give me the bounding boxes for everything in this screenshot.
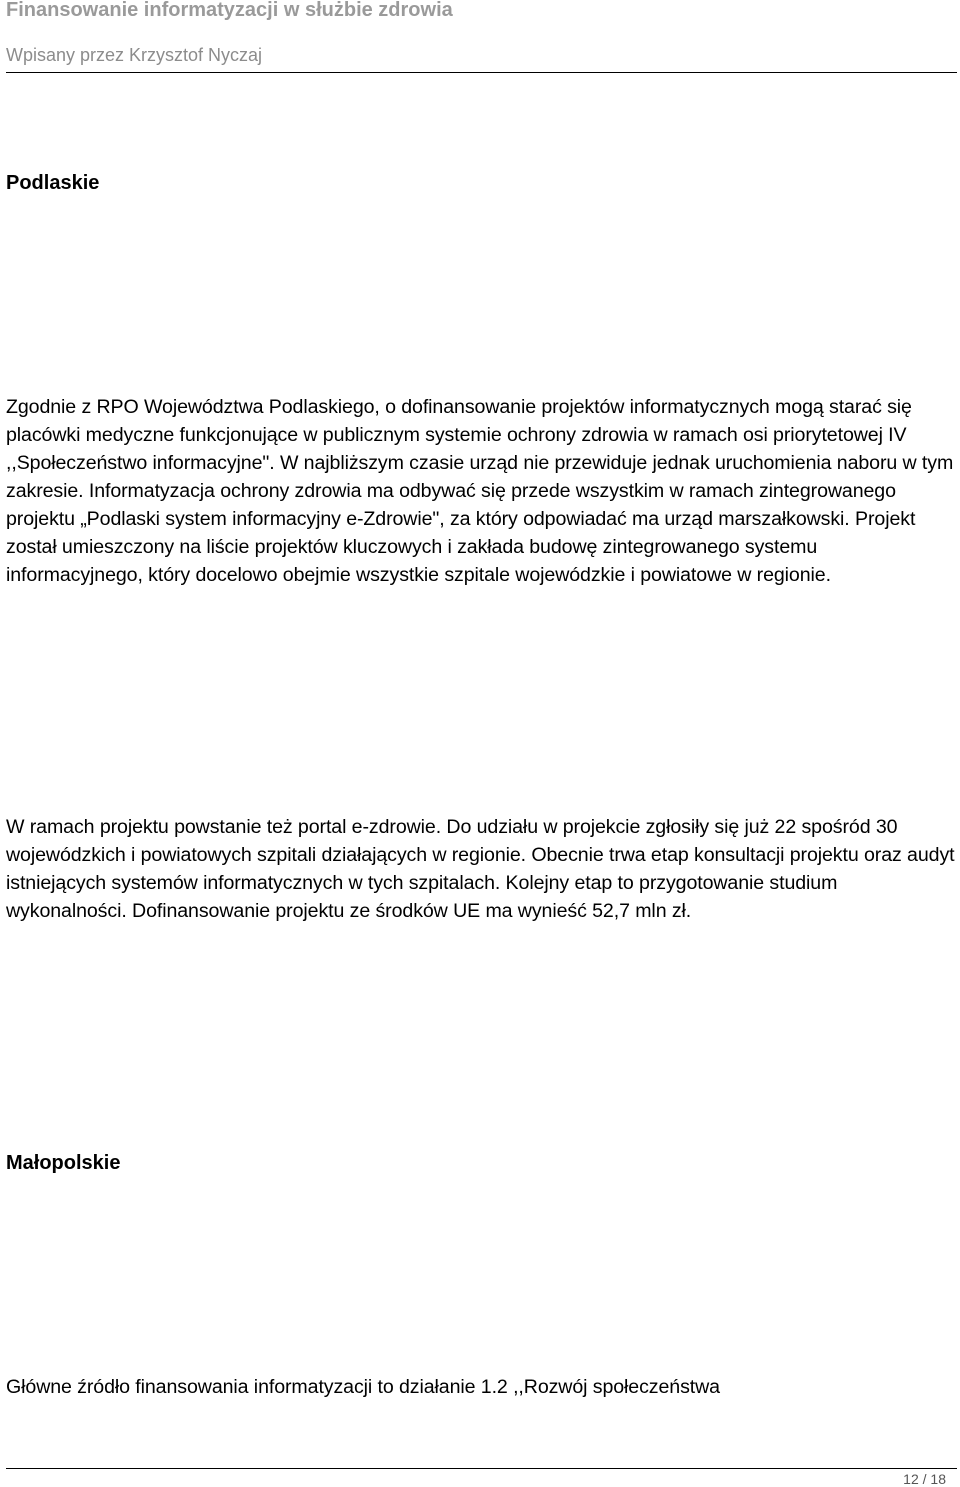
section-heading-podlaskie: Podlaskie (6, 172, 100, 194)
page-number: 12 / 18 (903, 1471, 946, 1487)
footer-divider (6, 1468, 957, 1469)
document-author: Wpisany przez Krzysztof Nyczaj (6, 45, 263, 65)
paragraph-podlaskie-1: Zgodnie z RPO Województwa Podlaskiego, o dofinansowanie projektów informatycznych mogą starać się placówki medyczne funkcjonujące w publicznym systemie ochrony zdrowia w ramach osi priorytetowej IV ,,Społeczeństwo informacyjne". W najbliższym czasie urząd nie przewiduje jednak uruchomienia naboru w tym zakresie. Informatyzacja ochrony zdrowia ma odbywać się przede wszystkim w ramach zintegrowanego projektu „Podlaski system informacyjny e-Zdrowie", za który odpowiadać ma urząd marszałkowski. Projekt został umieszczony na liście projektów kluczowych i zakłada budowę zintegrowanego systemu informacyjnego, który docelowo obejmie wszystkie szpitale wojewódzkie i powiatowe w regionie. (6, 396, 954, 586)
paragraph-malopolskie-1: Główne źródło finansowania informatyzacji to działanie 1.2 ,,Rozwój społeczeństwa (6, 1376, 720, 1398)
section-heading-malopolskie: Małopolskie (6, 1152, 121, 1174)
document-title: Finansowanie informatyzacji w służbie zdrowia (6, 0, 453, 21)
paragraph-podlaskie-2: W ramach projektu powstanie też portal e-zdrowie. Do udziału w projekcie zgłosiły się już 22 spośród 30 wojewódzkich i powiatowych szpitali działających w regionie. Obecnie trwa etap konsultacji projektu oraz audyt istniejących systemów informatycznych w tych szpitalach. Kolejny etap to przygotowanie studium wykonalności. Dofinansowanie projektu ze środków UE ma wynieść 52,7 mln zł. (6, 816, 955, 922)
header-divider (6, 72, 957, 73)
